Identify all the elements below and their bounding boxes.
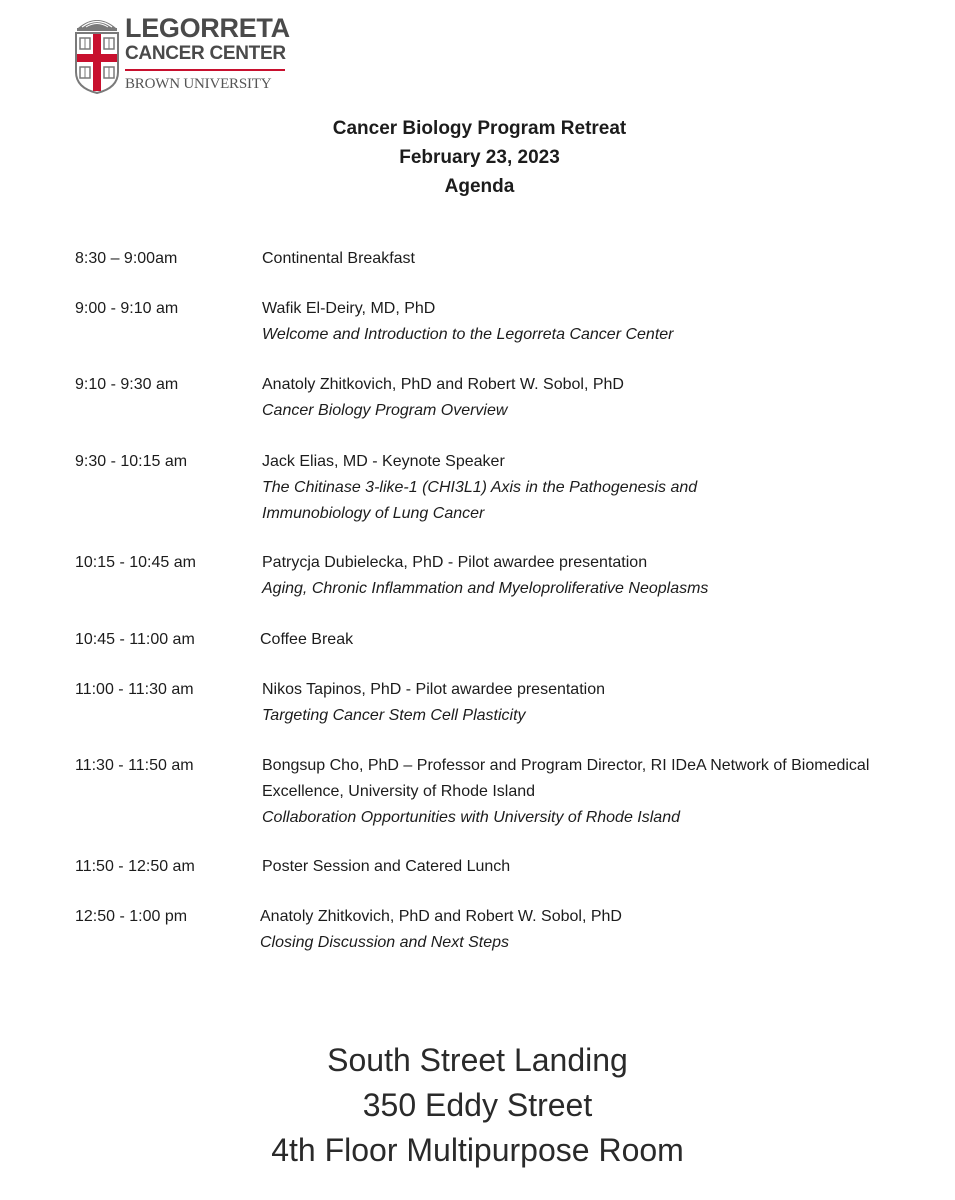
agenda-speaker: Patrycja Dubielecka, PhD - Pilot awardee presentation (262, 554, 648, 571)
agenda-speaker: Jack Elias, MD - Keynote Speaker (262, 453, 505, 470)
agenda-speaker: Continental Breakfast (262, 250, 415, 267)
agenda-talk-title: Aging, Chronic Inflammation and Myeloproliferative Neoplasms (262, 580, 709, 597)
agenda-speaker: Coffee Break (260, 631, 354, 648)
agenda-talk-title: The Chitinase 3-like-1 (CHI3L1) Axis in the Pathogenesis and Immunobiology of Lung Cancer (262, 479, 698, 522)
title-block (0, 114, 955, 201)
logo-divider (125, 69, 285, 71)
logo-university: BROWN UNIVERSITY (125, 76, 272, 92)
agenda-talk-title: Collaboration Opportunities with University of Rhode Island (262, 809, 680, 826)
agenda-speaker: Anatoly Zhitkovich, PhD and Robert W. Sobol, PhD (260, 908, 622, 925)
agenda-talk-title: Closing Discussion and Next Steps (260, 934, 510, 951)
venue-block (0, 1038, 955, 1173)
agenda-time: 10:15 - 10:45 am (75, 554, 196, 571)
agenda-speaker: Poster Session and Catered Lunch (262, 858, 511, 875)
agenda-time: 12:50 - 1:00 pm (75, 908, 188, 925)
agenda-speaker: Anatoly Zhitkovich, PhD and Robert W. Sobol, PhD (262, 376, 624, 393)
agenda-time: 11:50 - 12:50 am (75, 858, 195, 875)
agenda-speaker: Nikos Tapinos, PhD - Pilot awardee presentation (262, 681, 605, 698)
agenda-time: 9:10 - 9:30 am (75, 376, 179, 393)
agenda-speaker: Wafik El-Deiry, MD, PhD (262, 300, 436, 317)
event-date: February 23, 2023 (399, 147, 560, 168)
agenda-time: 9:30 - 10:15 am (75, 453, 188, 470)
logo-subtitle: CANCER CENTER (125, 43, 286, 64)
agenda-time: 11:00 - 11:30 am (75, 681, 194, 698)
agenda-talk-title: Welcome and Introduction to the Legorreta Cancer Center (262, 326, 674, 343)
agenda-time: 11:30 - 11:50 am (75, 757, 194, 774)
venue-address: 350 Eddy Street (362, 1087, 593, 1123)
legorreta-logo (72, 14, 290, 94)
agenda-time: 8:30 – 9:00am (75, 250, 178, 267)
agenda-talk-title: Targeting Cancer Stem Cell Plasticity (262, 707, 526, 724)
brown-shield-icon (72, 14, 122, 94)
agenda-time: 9:00 - 9:10 am (75, 300, 179, 317)
logo-title: LEGORRETA (125, 13, 290, 43)
agenda-talk-title: Cancer Biology Program Overview (262, 402, 508, 419)
agenda-heading: Agenda (444, 176, 515, 197)
venue-building: South Street Landing (327, 1042, 628, 1078)
venue-room: 4th Floor Multipurpose Room (271, 1132, 684, 1168)
agenda-time: 10:45 - 11:00 am (75, 631, 195, 648)
agenda-speaker: Bongsup Cho, PhD – Professor and Program Director, RI IDeA Network of Biomedical Excellence, University of Rhode Island (262, 757, 870, 800)
page-title: Cancer Biology Program Retreat (332, 118, 627, 139)
